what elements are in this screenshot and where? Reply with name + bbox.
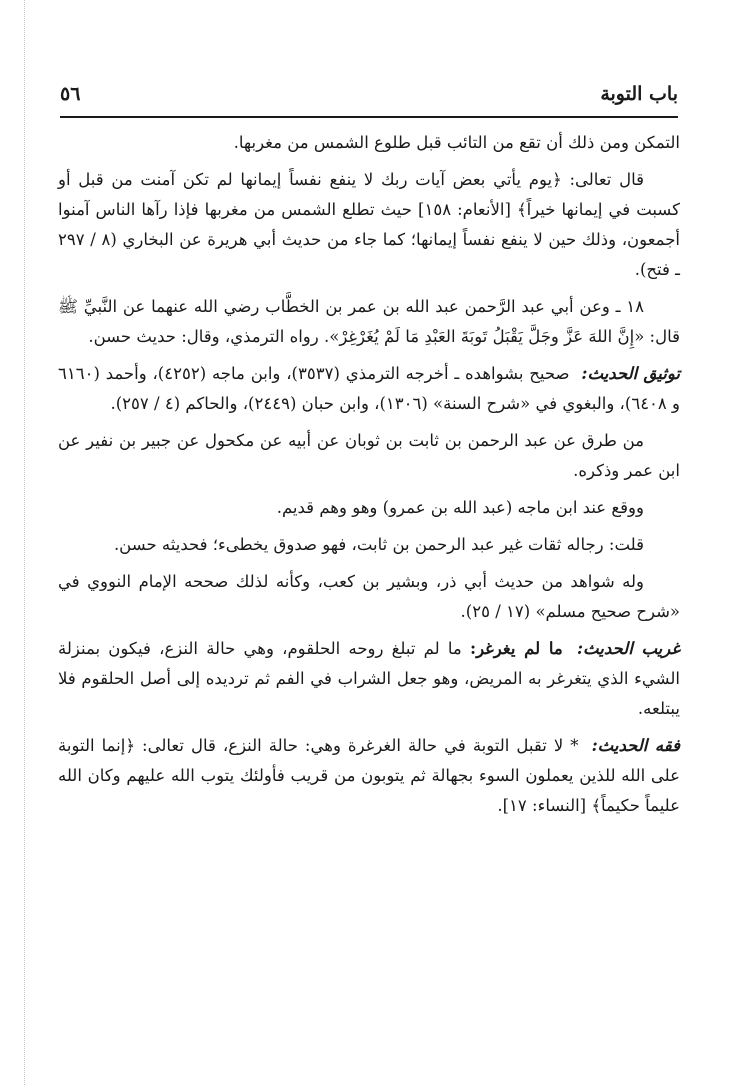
gharib-label: غريب الحديث:	[576, 639, 681, 658]
gharib-term: ما لم يغرغر:	[469, 639, 563, 658]
body-paragraph: التمكن ومن ذلك أن تقع من التائب قبل طلوع الشمس من مغربها.	[233, 133, 680, 152]
hadith-paragraph: ١٨ ـ وعن أبي عبد الرَّحمن عبد الله بن عمر بن الخطَّاب رضي الله عنهما عن النَّبيِّ ﷺ قال: «إِنَّ اللهَ عَزَّ وجَلَّ يَقْبَلُ تَوبَةَ العَبْدِ مَا لَمْ يُغَرْغِرْ». رواه الترمذي، وقال: حديث حسن.	[58, 297, 680, 346]
gharib-section	[58, 634, 680, 724]
fiqh-text: * لا تقبل التوبة في حالة الغرغرة وهي: حالة النزع، قال تعالى: ﴿إنما التوبة على الله للذين يعملون السوء بجهالة ثم يتوبون من قريب فأولئك يتوب الله عليهم وكان الله عليماً حكيماً﴾ [النساء: ١٧].	[58, 736, 680, 815]
body-paragraph: قال تعالى: ﴿يوم يأتي بعض آيات ربك لا ينفع نفساً إيمانها لم تكن آمنت من قبل أو كسبت في إيمانها خيراً﴾ [الأنعام: ١٥٨] حيث تطلع الشمس من مغربها فإذا رآها الناس آمنوا أجمعون، وذلك حين لا ينفع نفساً إيمانها؛ كما جاء من حديث أبي هريرة عن البخاري (٨ / ٢٩٧ ـ فتح).	[58, 170, 680, 279]
page-header	[60, 78, 678, 110]
fiqh-label: فقه الحديث:	[591, 736, 680, 755]
fiqh-section	[58, 731, 680, 821]
takhrij-label: توثيق الحديث:	[581, 364, 680, 383]
chapter-title: باب التوبة	[600, 83, 678, 105]
page-body	[58, 128, 680, 828]
body-paragraph: قلت: رجاله ثقات غير عبد الرحمن بن ثابت، فهو صدوق يخطىء؛ فحديثه حسن.	[113, 535, 644, 554]
body-paragraph: من طرق عن عبد الرحمن بن ثابت بن ثوبان عن أبيه عن مكحول عن جبير بن نفير عن ابن عمر وذكره.	[58, 431, 680, 480]
takhrij-section	[58, 359, 680, 419]
page-number: ٥٦	[60, 83, 81, 105]
header-divider	[60, 116, 678, 118]
body-paragraph: وله شواهد من حديث أبي ذر، وبشير بن كعب، وكأنه لذلك صححه الإمام النووي في «شرح صحيح مسلم» (١٧ / ٢٥).	[58, 572, 680, 621]
margin-line	[24, 0, 25, 1085]
body-paragraph: ووقع عند ابن ماجه (عبد الله بن عمرو) وهو وهم قديم.	[276, 498, 644, 517]
takhrij-text: صحيح بشواهده ـ أخرجه الترمذي (٣٥٣٧)، وابن ماجه (٤٢٥٢)، وأحمد (٦١٦٠ و ٦٤٠٨)، والبغوي في «شرح السنة» (١٣٠٦)، وابن حبان (٢٤٤٩)، والحاكم (٤ / ٢٥٧).	[58, 364, 680, 413]
gharib-text: ما لم تبلغ روحه الحلقوم، وهي حالة النزع، فيكون بمنزلة الشيء الذي يتغرغر به المريض، وهو جعل الشراب في الفم ثم ترديده إلى أصل الحلقوم فلا يبتلعه.	[58, 639, 680, 718]
